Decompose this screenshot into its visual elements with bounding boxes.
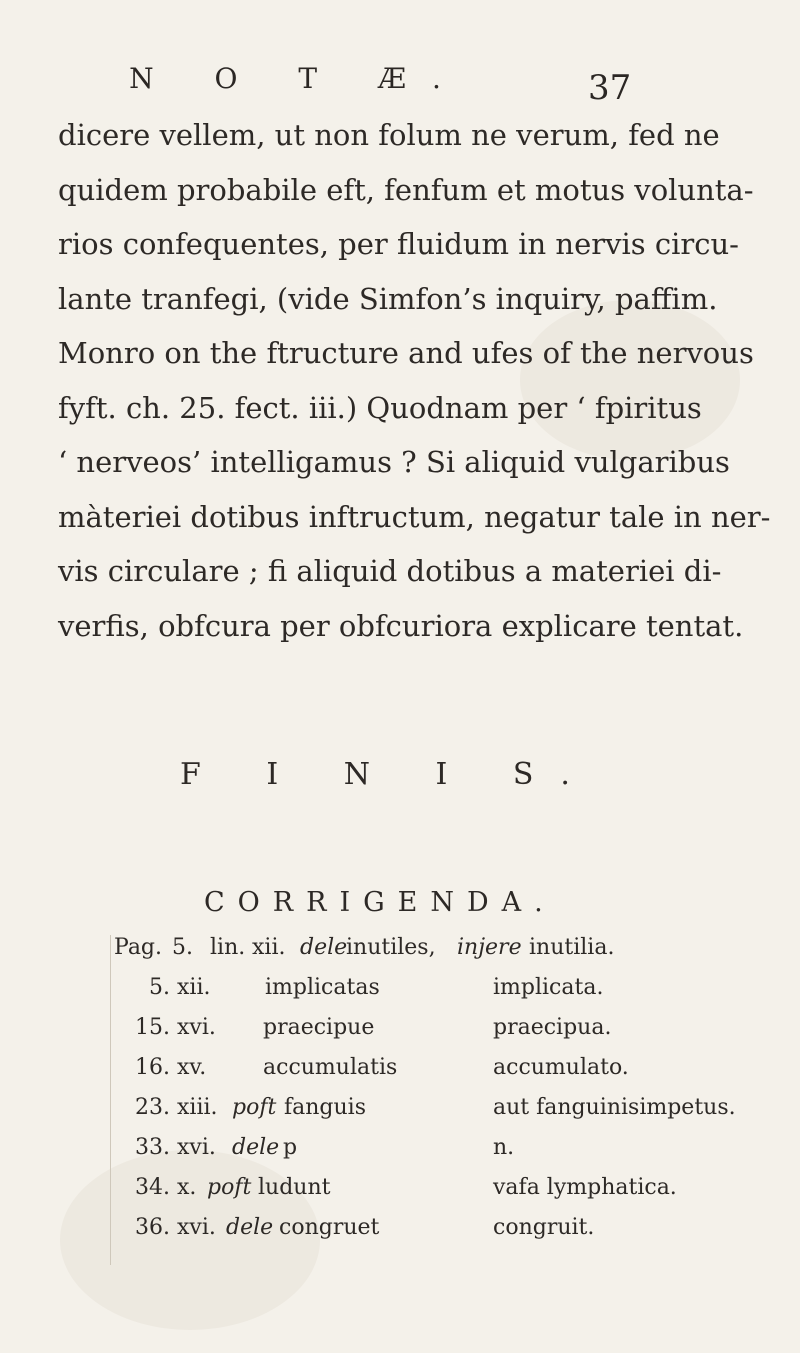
erratum-page: 5. — [149, 975, 170, 1000]
erratum-line: x. — [177, 1175, 197, 1200]
body-line: Monro on the ftructure and ufes of the nervous — [58, 336, 754, 370]
erratum-wrong: accumulatis — [263, 1055, 398, 1080]
body-line: vis circulare ; fi aliquid dotibus a materiei di- — [58, 554, 722, 588]
erratum-row-first — [0, 935, 800, 975]
erratum-row — [0, 1015, 800, 1055]
body-paragraph — [58, 108, 771, 653]
erratum-line: xvi. — [177, 1135, 216, 1160]
erratum-page: 33. — [135, 1135, 170, 1160]
body-line: quidem probabile eft, fenfum et motus volunta- — [58, 172, 754, 207]
erratum-correction: vafa lymphatica. — [493, 1175, 677, 1200]
running-title: N O T Æ. — [129, 62, 467, 95]
erratum-row — [0, 1215, 800, 1255]
erratum-injere: injere — [457, 935, 522, 960]
erratum-wrong: ludunt — [258, 1175, 331, 1200]
erratum-correction: inutilia. — [529, 935, 615, 960]
erratum-row — [0, 1135, 800, 1175]
body-line: rios confequentes, per fluidum in nervis circu- — [58, 227, 739, 261]
erratum-page: 16. — [135, 1055, 170, 1080]
erratum-action: dele — [226, 1215, 274, 1240]
erratum-page: 36. — [135, 1215, 170, 1240]
erratum-action: dele — [300, 935, 348, 960]
erratum-row — [0, 975, 800, 1015]
body-line: dicere vellem, ut non folum ne verum, fed ne — [58, 118, 720, 152]
pag-label: Pag. — [114, 935, 163, 960]
erratum-wrong: praecipue — [263, 1015, 375, 1040]
erratum-line: xii. — [252, 935, 286, 960]
erratum-wrong: fanguis — [284, 1095, 367, 1120]
erratum-line: xvi. — [177, 1015, 216, 1040]
erratum-correction: n. — [493, 1135, 515, 1160]
erratum-row — [0, 1175, 800, 1215]
erratum-page: 34. — [135, 1175, 170, 1200]
corrigenda-title: CORRIGENDA. — [204, 887, 556, 918]
erratum-wrong: p — [283, 1135, 298, 1160]
erratum-correction: aut fanguinisimpetus. — [493, 1095, 736, 1120]
finis-heading: F I N I S. — [180, 757, 598, 792]
body-line: fyft. ch. 25. fect. iii.) Quodnam per ‘ fpiritus — [58, 390, 702, 425]
erratum-line: xiii. — [177, 1095, 218, 1120]
body-line: ‘ nerveos’ intelligamus ? Si aliquid vulgaribus — [58, 445, 730, 479]
erratum-correction: implicata. — [493, 975, 604, 1000]
erratum-correction: praecipua. — [493, 1015, 612, 1040]
erratum-correction: accumulato. — [493, 1055, 629, 1080]
body-line: màteriei dotibus inftructum, negatur tale in ner- — [58, 499, 771, 534]
erratum-wrong: implicatas — [265, 975, 380, 1000]
erratum-page: 5. — [172, 935, 193, 960]
erratum-action: poft — [232, 1095, 277, 1120]
running-head — [0, 62, 800, 108]
erratum-action: poft — [207, 1175, 252, 1200]
erratum-line: xv. — [177, 1055, 207, 1080]
erratum-line: xvi. — [177, 1215, 216, 1240]
erratum-line: xii. — [177, 975, 211, 1000]
erratum-action: dele — [232, 1135, 280, 1160]
erratum-correction: congruit. — [493, 1215, 595, 1240]
erratum-row — [0, 1095, 800, 1135]
erratum-page: 15. — [135, 1015, 170, 1040]
erratum-wrong: congruet — [279, 1215, 380, 1240]
body-line: lante tranfegi, (vide Simfon’s inquiry, paffim. — [58, 281, 718, 316]
page-number: 37 — [588, 68, 632, 108]
body-line: verfis, obfcura per obfcuriora explicare tentat. — [58, 608, 744, 643]
lin-label: lin. — [210, 935, 246, 960]
erratum-page: 23. — [135, 1095, 170, 1120]
erratum-row — [0, 1055, 800, 1095]
erratum-wrong: inutiles, — [346, 935, 436, 960]
